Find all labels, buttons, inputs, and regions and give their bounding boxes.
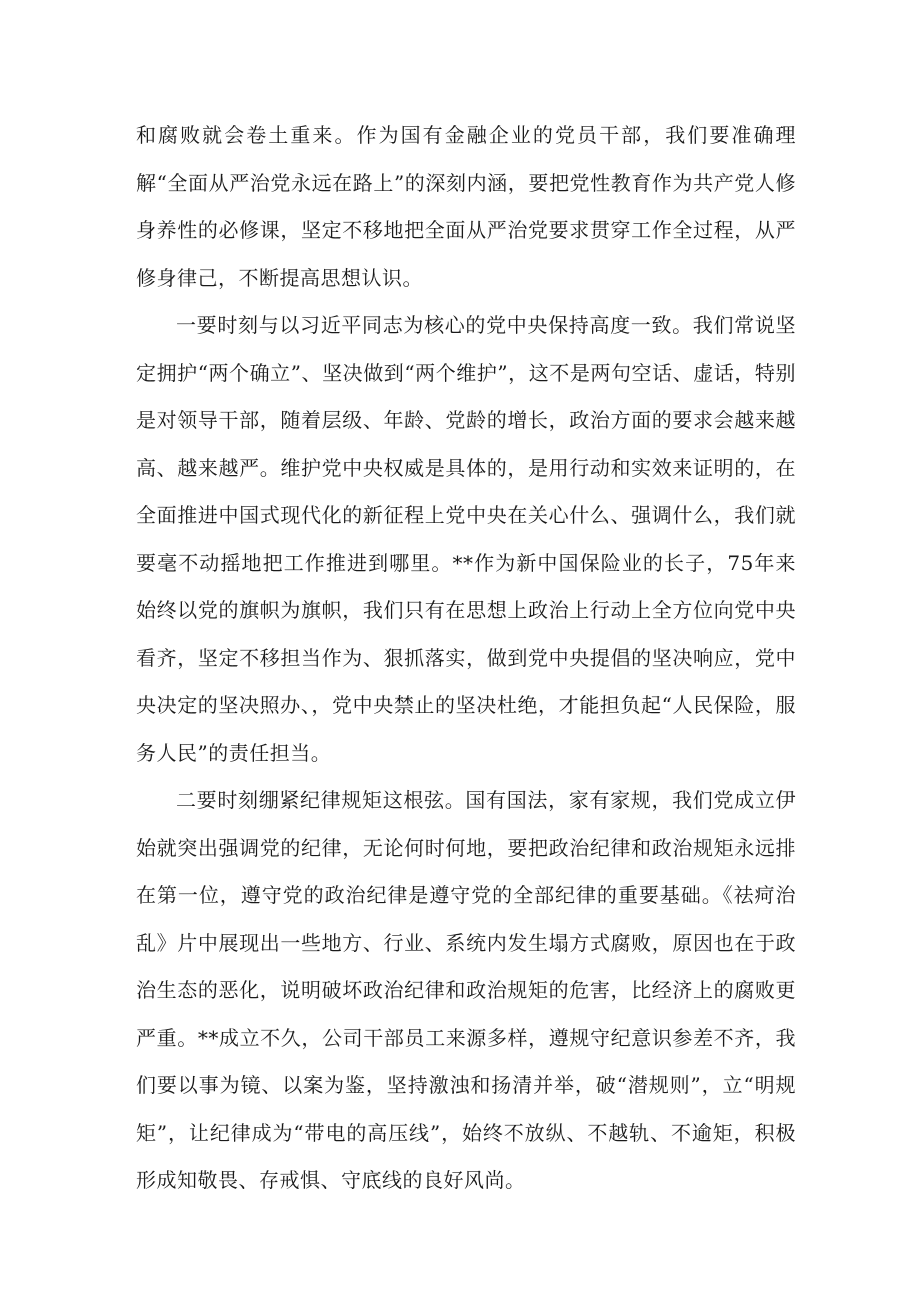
paragraph-continuation: 和腐败就会卷土重来。作为国有金融企业的党员干部，我们要准确理解“全面从严治党永远在路上”的深刻内涵，要把党性教育作为共产党人修身养性的必修课，坚定不移地把全面从严治党要求贯穿工作全过程，从严修身律己，不断提高思想认识。 (136, 123, 796, 290)
paragraph-second-requirement: 二要时刻绷紧纪律规矩这根弦。国有国法，家有家规，我们党成立伊始就突出强调党的纪律，无论何时何地，要把政治纪律和政治规矩永远排在第一位，遵守党的政治纪律是遵守党的全部纪律的重要基础。《祛疴治乱》片中展现出一些地方、行业、系统内发生塌方式腐败，原因也在于政治生态的恶化，说明破坏政治纪律和政治规矩的危害，比经济上的腐败更严重。**成立不久，公司干部员工来源多样，遵规守纪意识参差不齐，我们要以事为镜、以案为鉴，坚持激浊和扬清并举，破“潜规则”，立“明规矩”，让纪律成为“带电的高压线”，始终不放纵、不越轨、不逾矩，积极形成知敬畏、存戒惧、守底线的良好风尚。 (136, 788, 796, 1192)
document-body (136, 112, 796, 1205)
paragraph-first-requirement: 一要时刻与以习近平同志为核心的党中央保持高度一致。我们常说坚定拥护“两个确立”、坚决做到“两个维护”，这不是两句空话、虚话，特别是对领导干部，随着层级、年龄、党龄的增长，政治方面的要求会越来越高、越来越严。维护党中央权威是具体的，是用行动和实效来证明的，在全面推进中国式现代化的新征程上党中央在关心什么、强调什么，我们就要毫不动摇地把工作推进到哪里。**作为新中国保险业的长子，75年来始终以党的旗帜为旗帜，我们只有在思想上政治上行动上全方位向党中央看齐，坚定不移担当作为、狠抓落实，做到党中央提倡的坚决响应，党中央决定的坚决照办、，党中央禁止的坚决杜绝，才能担负起“人民保险，服务人民”的责任担当。 (136, 313, 796, 765)
